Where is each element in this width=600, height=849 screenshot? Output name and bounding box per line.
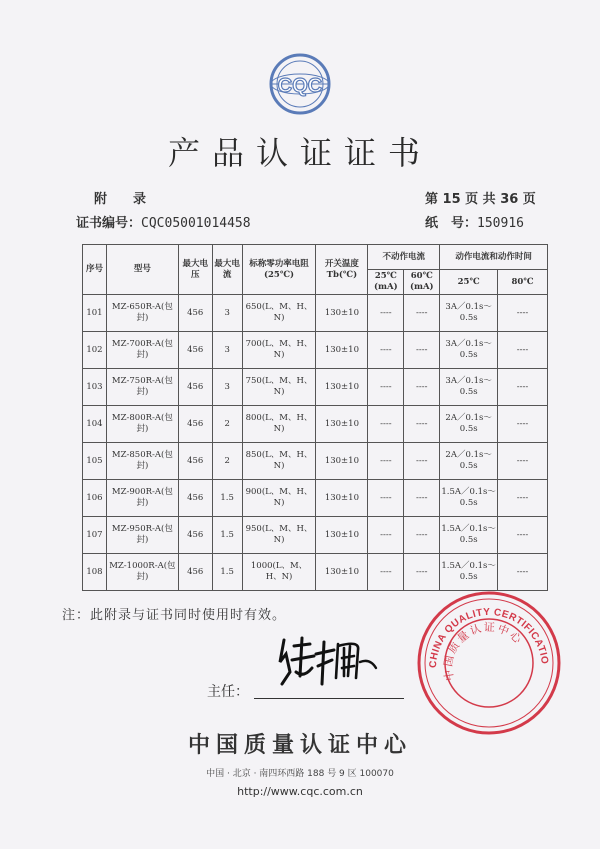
cqc-logo [268, 52, 332, 116]
cell-seq: 106 [83, 480, 107, 517]
cell-current: 3 [212, 295, 242, 332]
cell-op-80: ---- [498, 517, 548, 554]
cell-current: 3 [212, 332, 242, 369]
cell-non-op-25: ---- [368, 480, 404, 517]
cell-temp: 130±10 [316, 332, 368, 369]
cell-temp: 130±10 [316, 369, 368, 406]
header-max-voltage: 最大电压 [178, 245, 212, 295]
cell-non-op-60: ---- [404, 332, 440, 369]
cell-voltage: 456 [178, 295, 212, 332]
cell-seq: 105 [83, 443, 107, 480]
cell-voltage: 456 [178, 332, 212, 369]
cell-model: MZ-700R-A(包封) [106, 332, 178, 369]
cell-seq: 108 [83, 554, 107, 591]
cell-resistance: 850(L、M、H、N) [242, 443, 316, 480]
cell-current: 2 [212, 443, 242, 480]
cell-voltage: 456 [178, 517, 212, 554]
cell-non-op-25: ---- [368, 443, 404, 480]
cell-non-op-60: ---- [404, 369, 440, 406]
header-seq: 序号 [83, 245, 107, 295]
table-row [83, 480, 548, 517]
cell-current: 1.5 [212, 554, 242, 591]
header-model: 型号 [106, 245, 178, 295]
table-row [83, 554, 548, 591]
cell-seq: 101 [83, 295, 107, 332]
cell-op-25: 3A／0.1s～0.5s [440, 332, 498, 369]
svg-text:CQC: CQC [277, 75, 323, 97]
svg-text:中国质量认证中心: 中国质量认证中心 [441, 620, 526, 682]
table-row [83, 443, 548, 480]
cell-non-op-25: ---- [368, 295, 404, 332]
header-max-current: 最大电流 [212, 245, 242, 295]
cell-temp: 130±10 [316, 517, 368, 554]
cell-op-25: 1.5A／0.1s～0.5s [440, 554, 498, 591]
validity-note: 注：此附录与证书同时使用时有效。 [62, 608, 287, 623]
appendix-table [82, 244, 548, 591]
cell-current: 1.5 [212, 480, 242, 517]
director-label: 主任： [207, 684, 249, 700]
cell-op-80: ---- [498, 295, 548, 332]
cell-op-25: 3A／0.1s～0.5s [440, 295, 498, 332]
cert-number-row [76, 212, 251, 231]
cell-resistance: 700(L、M、H、N) [242, 332, 316, 369]
header-op-80: 80℃ [498, 270, 548, 295]
header-non-op-60: 60℃(mA) [404, 270, 440, 295]
cell-op-80: ---- [498, 406, 548, 443]
page-title: 产品认证证书 [167, 134, 432, 172]
cell-current: 3 [212, 369, 242, 406]
cert-number-label: 证书编号： [76, 216, 142, 231]
signature-line [254, 698, 404, 699]
header-rated-resistance: 标称零功率电阻(25℃) [242, 245, 316, 295]
cell-non-op-60: ---- [404, 517, 440, 554]
header-switch-temp: 开关温度Tb(℃) [316, 245, 368, 295]
appendix-label: 附 录 [94, 192, 147, 207]
cell-temp: 130±10 [316, 406, 368, 443]
director-signature [272, 632, 382, 692]
cell-resistance: 900(L、M、H、N) [242, 480, 316, 517]
cell-op-25: 1.5A／0.1s～0.5s [440, 480, 498, 517]
cell-non-op-25: ---- [368, 406, 404, 443]
cell-current: 1.5 [212, 517, 242, 554]
cell-non-op-60: ---- [404, 554, 440, 591]
table-row [83, 295, 548, 332]
cert-number: CQC05001014458 [141, 216, 251, 231]
cell-voltage: 456 [178, 443, 212, 480]
table-row [83, 406, 548, 443]
cell-seq: 103 [83, 369, 107, 406]
cell-model: MZ-850R-A(包封) [106, 443, 178, 480]
cell-voltage: 456 [178, 406, 212, 443]
cell-model: MZ-950R-A(包封) [106, 517, 178, 554]
cell-op-80: ---- [498, 554, 548, 591]
organization-address: 中国 · 北京 · 南四环西路 188 号 9 区 100070 [206, 769, 394, 779]
header-op-25: 25℃ [440, 270, 498, 295]
cell-model: MZ-750R-A(包封) [106, 369, 178, 406]
cell-model: MZ-900R-A(包封) [106, 480, 178, 517]
table-row [83, 332, 548, 369]
cell-op-25: 3A／0.1s～0.5s [440, 369, 498, 406]
cell-resistance: 650(L、M、H、N) [242, 295, 316, 332]
cell-resistance: 950(L、M、H、N) [242, 517, 316, 554]
svg-text:CHINA QUALITY CERTIFICATION CE: CHINA QUALITY CERTIFICATIO [427, 606, 550, 669]
paper-number-label: 纸 号： [425, 216, 478, 231]
cell-model: MZ-800R-A(包封) [106, 406, 178, 443]
cell-non-op-25: ---- [368, 369, 404, 406]
cell-model: MZ-1000R-A(包封) [106, 554, 178, 591]
cell-voltage: 456 [178, 369, 212, 406]
cell-non-op-60: ---- [404, 406, 440, 443]
table-row [83, 369, 548, 406]
cell-temp: 130±10 [316, 480, 368, 517]
cell-temp: 130±10 [316, 443, 368, 480]
cell-non-op-60: ---- [404, 295, 440, 332]
cell-op-80: ---- [498, 443, 548, 480]
cell-temp: 130±10 [316, 554, 368, 591]
cell-seq: 104 [83, 406, 107, 443]
organization-url: http://www.cqc.com.cn [237, 785, 363, 798]
cell-non-op-25: ---- [368, 332, 404, 369]
cell-op-25: 1.5A／0.1s～0.5s [440, 517, 498, 554]
cell-non-op-60: ---- [404, 443, 440, 480]
cell-voltage: 456 [178, 554, 212, 591]
cell-temp: 130±10 [316, 295, 368, 332]
header-non-op-25: 25℃(mA) [368, 270, 404, 295]
cell-voltage: 456 [178, 480, 212, 517]
page-info: 第 15 页 共 36 页 [425, 192, 536, 207]
cell-resistance: 800(L、M、H、N) [242, 406, 316, 443]
header-operating-current: 动作电流和动作时间 [440, 245, 548, 270]
cell-op-80: ---- [498, 480, 548, 517]
paper-number: 150916 [477, 216, 524, 231]
cell-seq: 107 [83, 517, 107, 554]
cell-model: MZ-650R-A(包封) [106, 295, 178, 332]
cell-non-op-25: ---- [368, 517, 404, 554]
cell-resistance: 750(L、M、H、N) [242, 369, 316, 406]
cell-op-80: ---- [498, 332, 548, 369]
cell-op-25: 2A／0.1s～0.5s [440, 443, 498, 480]
cell-seq: 102 [83, 332, 107, 369]
cell-resistance: 1000(L、M、H、N) [242, 554, 316, 591]
cell-non-op-60: ---- [404, 480, 440, 517]
organization-name: 中国质量认证中心 [187, 733, 412, 758]
table-row [83, 517, 548, 554]
cell-non-op-25: ---- [368, 554, 404, 591]
cell-op-80: ---- [498, 369, 548, 406]
cell-op-25: 2A／0.1s～0.5s [440, 406, 498, 443]
paper-number-row [425, 212, 524, 231]
header-non-operating-current: 不动作电流 [368, 245, 440, 270]
official-seal [414, 588, 564, 738]
cell-current: 2 [212, 406, 242, 443]
